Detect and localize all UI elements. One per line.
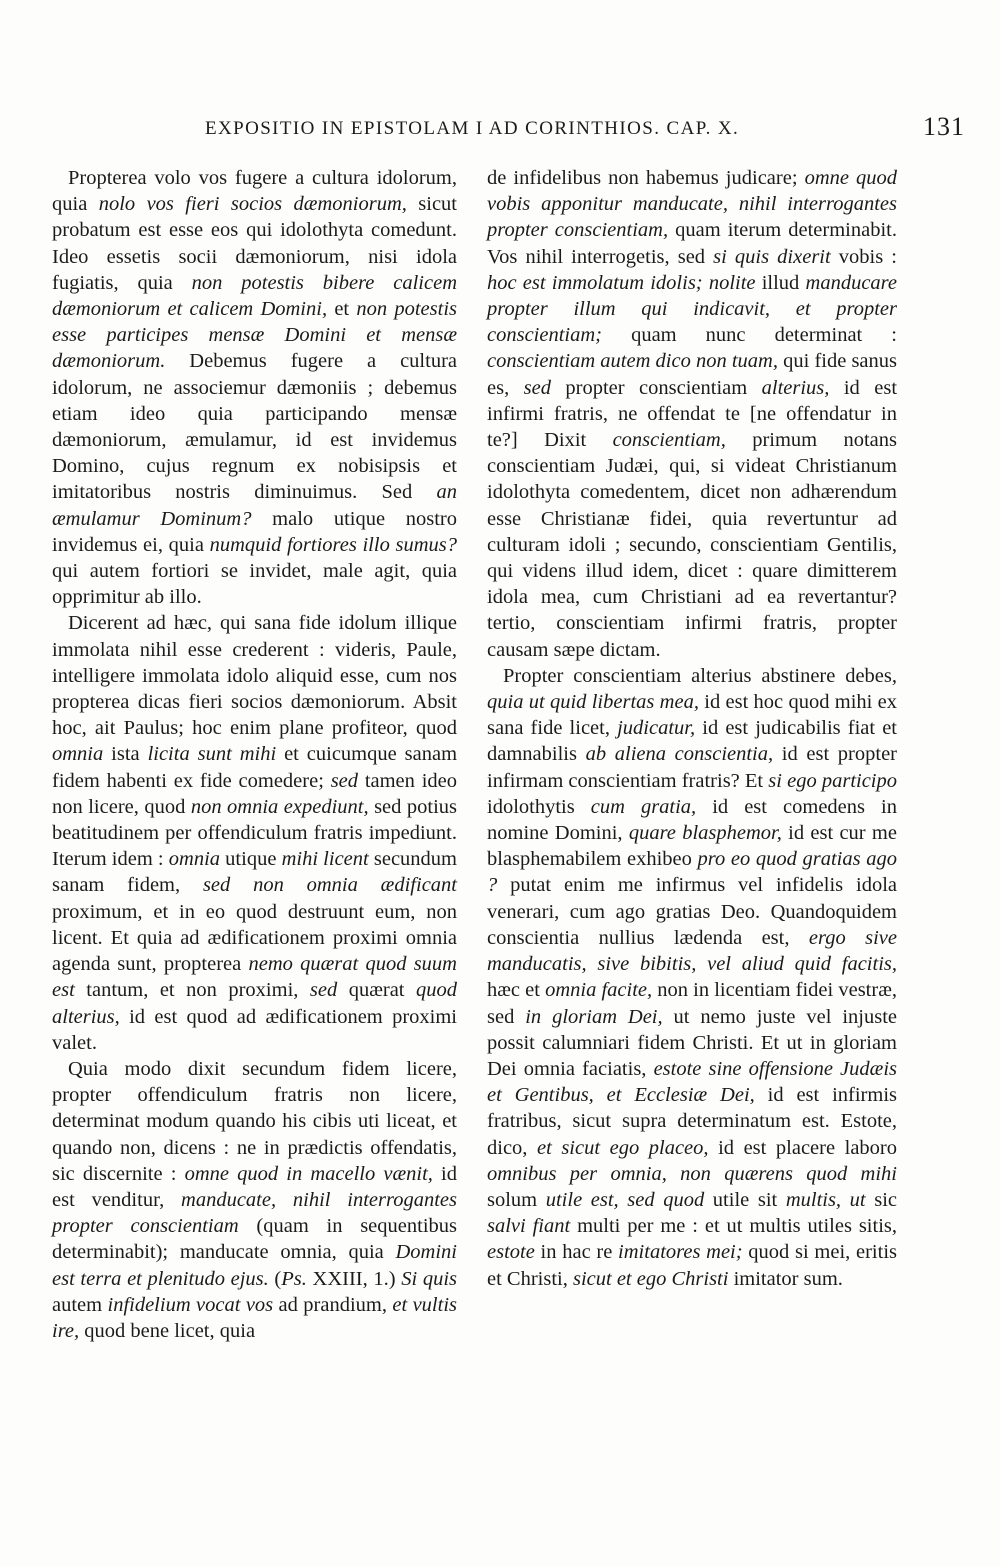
italic-text: estote sine offensione Judæis et Gentibus, et Ecclesiæ Dei, [487,1057,898,1107]
italic-text: quia ut quid libertas mea, [487,691,699,714]
italic-text: et sicut ego placeo, [536,1136,709,1159]
text-run: propter conscientiam [550,376,762,399]
text-run: qui fide sanus es, [487,350,898,399]
text-run: solum [487,1188,546,1211]
italic-text: Domini est terra et plenitudo ejus. [52,1241,457,1290]
italic-text: Ps. [281,1267,307,1290]
text-run: utique [220,848,282,871]
italic-text: in gloriam Dei, [525,1005,663,1028]
text-run: utile sit [704,1188,786,1211]
text-run: Dicerent ad hæc, qui sana fide idolum illique immolata nihil esse crederent : videris, Paule, intelligere immolata idolo aliquid esse, cum nos propterea dicas fieri socios dæmoniorum. Absit hoc, ait Paulus; hoc enim plane profiteor, quod [52,612,457,740]
text-run: et [327,298,357,321]
italic-text: nemo quærat quod suum est [52,953,457,1002]
text-run: proximum, et in eo quod destruunt eum, non licent. Et quia ad ædificationem proximi omnia agenda sunt, propterea [52,900,457,976]
text-run: quod bene licet, quia [79,1319,256,1342]
text-run: id est placere laboro [708,1136,897,1159]
italic-text: sicut et ego Christi [572,1267,729,1290]
italic-text: sed [309,979,338,1002]
paragraph [52,165,457,610]
right-column [487,165,897,1292]
italic-text: judicatur, [617,717,696,740]
italic-text: omne quod in macello vænit, [184,1162,433,1185]
text-run: id est judicabilis fiat et damnabilis [487,717,897,766]
text-run: (quam in sequentibus determinabit); manducate omnia, quia [52,1215,457,1264]
text-run: autem [52,1293,108,1316]
italic-text: conscientiam, [612,429,726,452]
text-run: Propterea volo vos fugere a cultura idolorum, quia [52,167,457,216]
text-run: id est propter infirmam conscientiam fratris? Et [487,743,897,792]
text-run: qui autem fortiori se invidet, male agit, quia opprimitur ab illo. [52,560,457,609]
italic-text: estote [487,1241,535,1264]
paragraph [52,610,457,1055]
italic-text: quare blasphemor, [628,822,782,845]
italic-text: hoc est immolatum idolis; nolite [487,271,756,294]
italic-text: manducare propter illum qui indicavit, et propter conscientiam; [487,271,897,347]
italic-text: non omnia expediunt, [190,795,369,818]
italic-text: omne quod vobis apponitur manducate, nihil interrogantes propter conscientiam, [487,167,898,242]
italic-text: cum gratia, [590,795,697,818]
text-run: id est cur me blasphemabilem exhibeo [487,822,897,871]
text-run: Quia modo dixit secundum fidem licere, propter offendiculum fratris non licere, determinat modum quando his cibis uti liceat, et quando non, dicens : ne in prædictis offendatis, sic discernite : [52,1057,457,1185]
text-run: id est comedens in nomine Domini, [487,795,897,845]
text-run: secundum sanam fidem, [52,848,457,897]
italic-text: ergo sive manducatis, sive bibitis, vel aliud quid facitis, [487,926,897,976]
italic-text: ab aliena conscientia, [585,743,774,766]
text-run: imitator sum. [728,1267,843,1290]
text-run: ad prandium, [273,1293,393,1316]
text-run: idolothytis [487,795,591,818]
page-number: 131 [923,112,965,141]
italic-text: conscientiam autem dico non tuam, [487,350,778,373]
italic-text: non potestis bibere calicem dæmoniorum et calicem Domini, [52,271,457,321]
italic-text: sed non omnia ædificant [202,874,457,897]
italic-text: sed [523,376,551,399]
text-run: quam iterum determinabit. Vos nihil interrogetis, sed [487,219,897,268]
text-run: sed potius beatitudinem per offendiculum fratris impediunt. Iterum idem : [52,795,457,871]
italic-text: nolo vos fieri socios dæmoniorum, [98,193,407,216]
text-run: id est hoc quod mihi ex sana fide licet, [487,691,897,740]
text-run: hæc et [487,979,546,1002]
text-run: sicut probatum est esse eos qui idolothyta comedunt. Ideo essetis socii dæmoniorum, nisi idola fugiatis, quia [52,193,458,294]
italic-text: omnia facite, [545,979,653,1002]
text-run: tamen ideo non licere, quod [52,769,457,818]
text-run: quærat [337,979,416,1002]
text-run: id est infirmi fratris, ne offendat te [ne offendatur in te?] Dixit [487,376,898,452]
italic-text: Si quis [401,1267,458,1290]
italic-text: licita sunt mihi [147,743,277,766]
text-run: id est infirmis fratribus, sicut supra determinatum est. Estote, dico, [487,1084,897,1159]
text-run: tantum, et non proximi, [74,979,310,1002]
text-run: malo utique nostro invidemus ei, quia [52,507,457,556]
text-run: id est venditur, [52,1162,458,1211]
paragraph [487,165,897,663]
italic-text: sed [330,769,359,792]
text-run: illud [755,271,806,294]
text-run: ( [268,1267,282,1290]
italic-text: quod alterius, [52,979,457,1028]
text-run: id est quod ad ædificationem proximi valet. [52,1005,457,1054]
text-run: putat enim me infirmus vel infidelis idola venerari, cum ago gratias Deo. Quandoquidem conscientia nullius lædenda est, [487,874,897,949]
italic-text: salvi fiant [487,1215,571,1238]
paragraph [487,663,897,1292]
left-column [52,165,457,1344]
text-run: in hac re [534,1241,619,1264]
text-run: de infidelibus non habemus judicare; [487,167,805,189]
running-head-title: EXPOSITIO IN EPISTOLAM I AD CORINTHIOS. CAP. X. [205,118,740,139]
running-head [205,114,965,144]
italic-text: si quis dixerit [713,245,831,268]
italic-text: si ego participo [768,769,897,792]
italic-text: non potestis esse participes mensæ Domini et mensæ dæmoniorum. [52,298,457,373]
text-run: multi per me : et ut multis utiles sitis, [570,1215,897,1238]
italic-text: omnia [52,743,104,766]
italic-text: alterius, [761,376,830,399]
text-run: non in licentiam fidei vestræ, sed [487,979,897,1028]
text-run: ut nemo juste vel injuste possit calumniari fidem Christi. Et ut in gloriam Dei omnia faciatis, [487,1005,898,1080]
italic-text: mihi licent [281,848,369,871]
text-run: sic [865,1188,897,1211]
italic-text: omnibus per omnia, non quærens quod mihi [487,1162,897,1185]
text-run: ista [103,743,148,766]
text-run: primum notans conscientiam Judæi, qui, si videat Christianum idolothyta comedentem, dicet non adhærendum esse Christianæ fidei, quia revertuntur ad culturam idoli ; secundo, conscientiam Gentilis, qui videns illud idem, dicet : quare dimitterem idola mea, cum Christiani ad ea revertantur? tertio, conscientiam infirmi fratris, propter causam sæpe dictam. [487,429,897,661]
italic-text: multis, ut [785,1188,866,1211]
italic-text: pro eo quod gratias ago ? [487,848,897,897]
text-run: et cuicumque sanam fidem habenti ex fide comedere; [52,743,458,792]
text-run: vobis : [830,245,898,268]
italic-text: an æmulamur Dominum? [52,481,457,530]
paragraph [52,1056,457,1344]
italic-text: et vultis ire, [52,1293,457,1342]
italic-text: infidelium vocat vos [107,1293,274,1316]
italic-text: imitatores mei; [618,1241,743,1264]
text-run: Propter conscientiam alterius abstinere debes, [503,664,897,687]
text-run: quam nunc determinat : [602,324,897,347]
italic-text: numquid fortiores illo sumus? [209,533,457,556]
text-run: Debemus fugere a cultura idolorum, ne associemur dæmoniis ; debemus etiam ideo quia participando mensæ dæmoniorum, æmulamur, id est invidemus Domino, cujus regnum ex nobisipsis et imitatoribus nostris diminuimus. Sed [52,350,457,504]
italic-text: omnia [168,848,221,871]
text-run: quod si mei, eritis et Christi, [487,1241,897,1290]
italic-text: manducate, nihil interrogantes propter conscientiam [52,1188,457,1238]
text-run: XXIII, 1.) [306,1267,402,1290]
italic-text: utile est, sed quod [545,1188,705,1211]
